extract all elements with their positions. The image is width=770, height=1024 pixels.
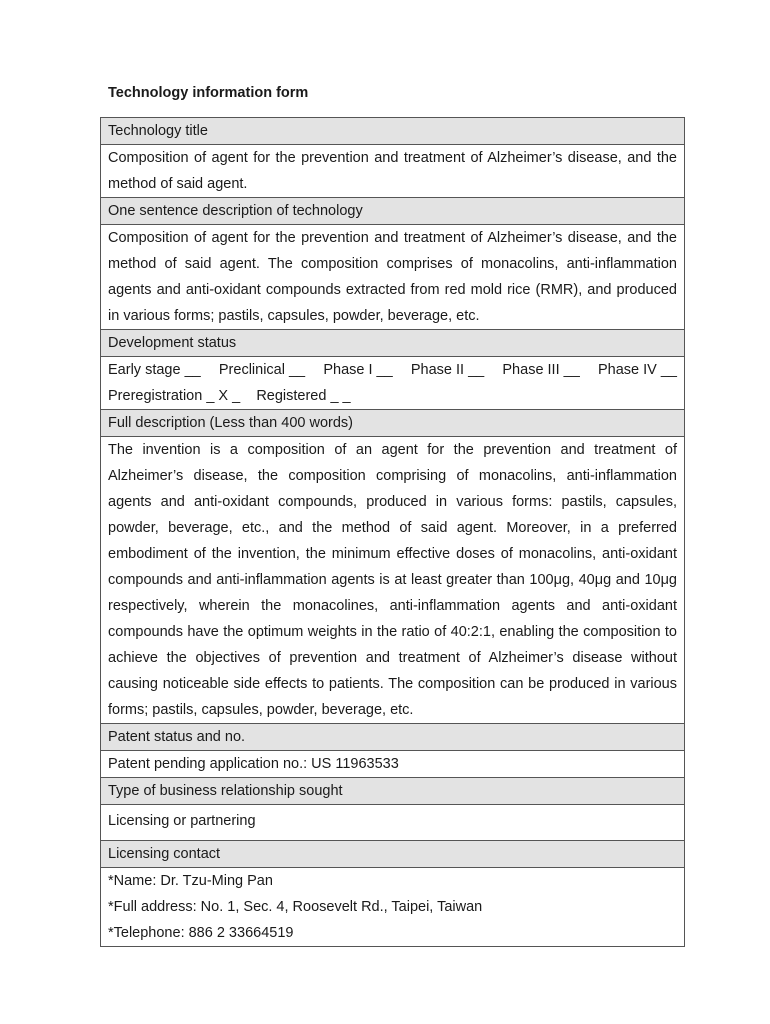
licensing-contact-value bbox=[101, 868, 685, 947]
status-preclinical: Preclinical __ bbox=[218, 362, 306, 378]
development-status-registration bbox=[108, 383, 677, 409]
licensing-contact-label: Licensing contact bbox=[101, 841, 685, 868]
technology-form-table bbox=[100, 117, 685, 947]
status-early-stage: Early stage __ bbox=[108, 362, 201, 378]
one-sentence-value: Composition of agent for the prevention and treatment of Alzheimer’s disease, and the method of said agent. The composition comprises of monacolins, anti-inflammation agents and anti-oxidant compounds extracted from red mold rice (RMR), and produced in various forms; pastils, capsules, powder, beverage, etc. bbox=[101, 225, 685, 330]
development-status-options bbox=[108, 357, 677, 383]
status-preregistration: Preregistration _ X _ bbox=[108, 388, 241, 404]
status-phase-2: Phase II __ bbox=[410, 362, 485, 378]
one-sentence-label: One sentence description of technology bbox=[101, 198, 685, 225]
business-relationship-value: Licensing or partnering bbox=[101, 805, 685, 841]
patent-status-label: Patent status and no. bbox=[101, 724, 685, 751]
business-relationship-label: Type of business relationship sought bbox=[101, 778, 685, 805]
status-registered: Registered _ _ bbox=[256, 388, 351, 404]
contact-telephone: *Telephone: 886 2 33664519 bbox=[108, 925, 294, 941]
contact-name: *Name: Dr. Tzu-Ming Pan bbox=[108, 873, 273, 889]
contact-address: *Full address: No. 1, Sec. 4, Roosevelt Rd., Taipei, Taiwan bbox=[108, 899, 483, 915]
full-description-value: The invention is a composition of an agent for the prevention and treatment of Alzheimer’s disease, the composition comprising of monacolins, anti-inflammation agents and anti-oxidant compounds, produced in various forms: pastils, capsules, powder, beverage, etc., and the method of said agent. Moreover, in a preferred embodiment of the invention, the minimum effective doses of monacolins, anti-oxidant compounds and anti-inflammation agents is at least greater than 100μg, 40μg and 10μg respectively, wherein the monacolines, anti-inflammation agents and anti-oxidant compounds have the optimum weights in the ratio of 40:2:1, enabling the composition to achieve the objectives of prevention and treatment of Alzheimer’s disease without causing noticeable side effects to patients. The composition can be produced in various forms; pastils, capsules, powder, beverage, etc. bbox=[101, 437, 685, 724]
status-phase-1: Phase I __ bbox=[323, 362, 393, 378]
full-description-label: Full description (Less than 400 words) bbox=[101, 410, 685, 437]
status-phase-4: Phase IV __ bbox=[597, 362, 677, 378]
page-title: Technology information form bbox=[108, 85, 309, 101]
development-status-value bbox=[101, 357, 685, 410]
technology-title-label: Technology title bbox=[101, 118, 685, 145]
development-status-label: Development status bbox=[101, 330, 685, 357]
patent-status-value: Patent pending application no.: US 11963533 bbox=[101, 751, 685, 778]
technology-title-value: Composition of agent for the prevention and treatment of Alzheimer’s disease, and the method of said agent. bbox=[101, 145, 685, 198]
status-phase-3: Phase III __ bbox=[502, 362, 580, 378]
